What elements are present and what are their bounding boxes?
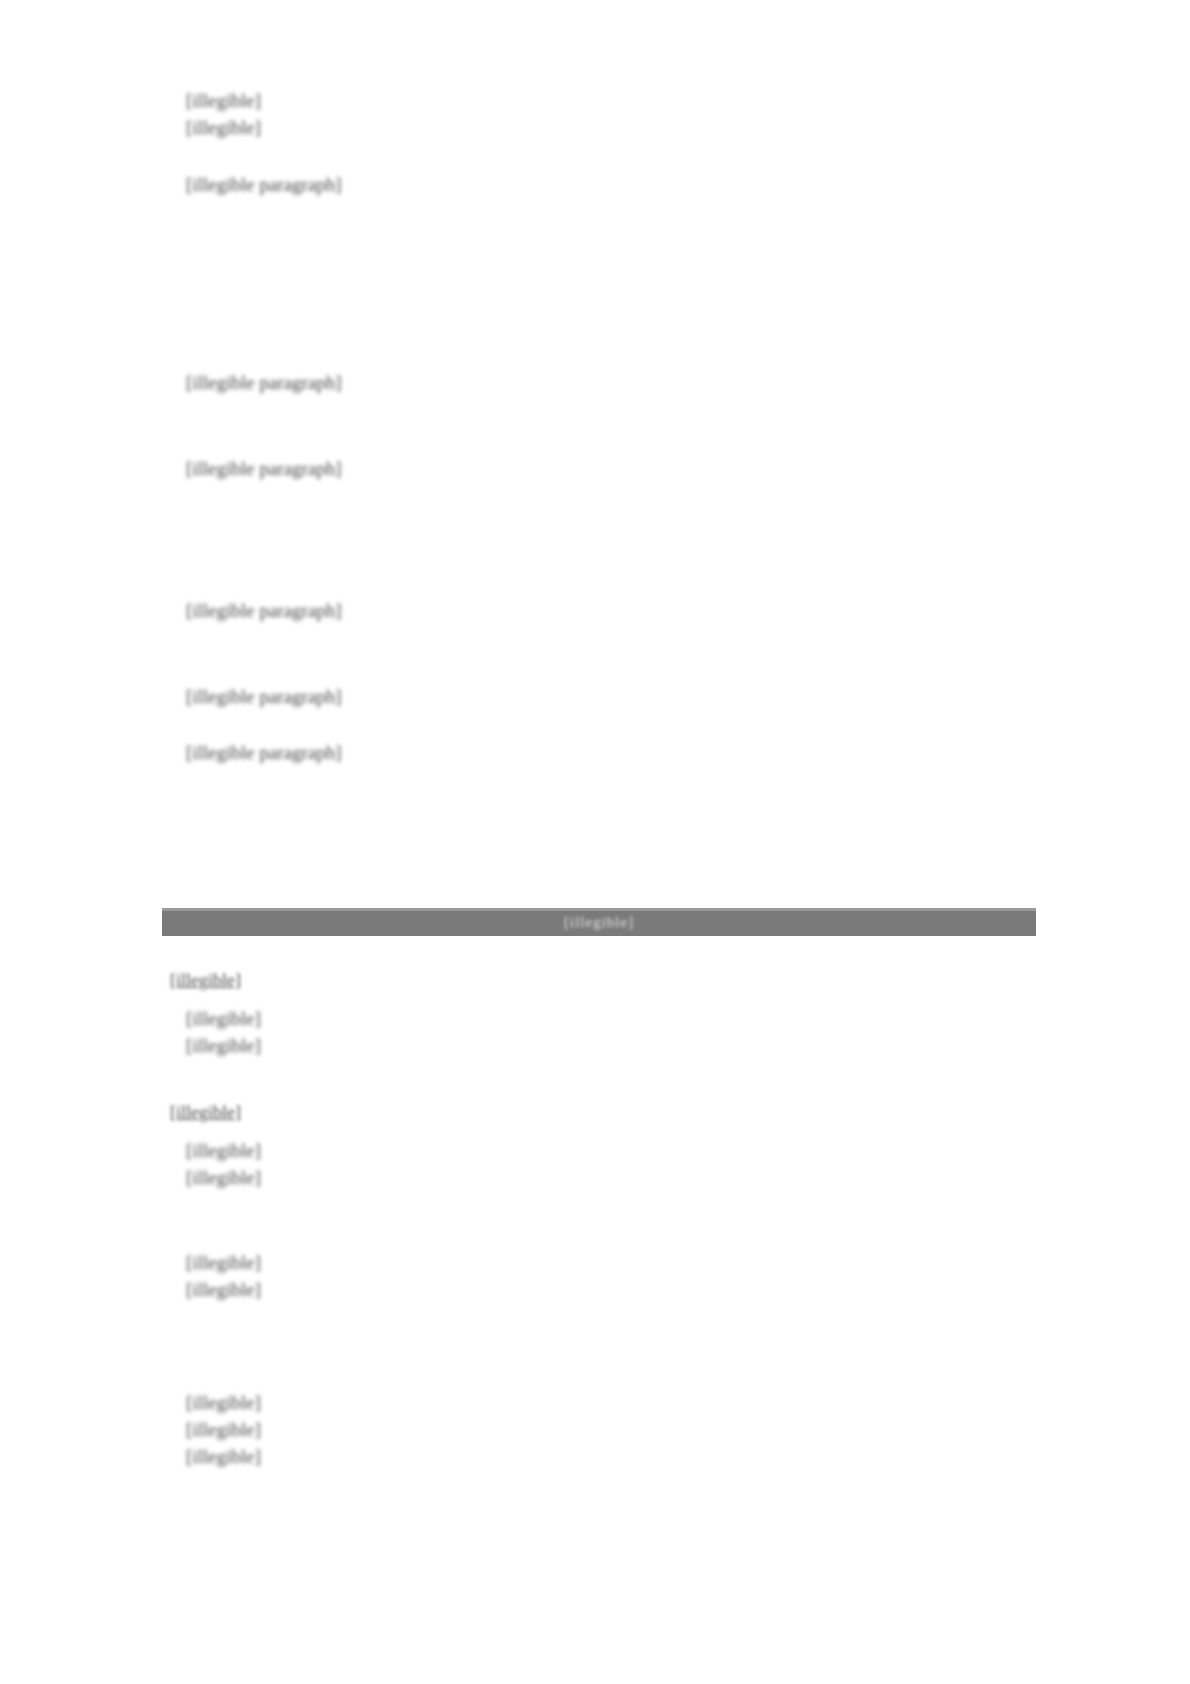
paragraph: [illegible paragraph]: [186, 743, 342, 764]
section-header-label: [illegible]: [563, 915, 635, 931]
required-reading: [186, 1250, 1018, 1304]
paragraph: [illegible paragraph]: [186, 601, 342, 622]
section-header-bar: [162, 908, 1036, 936]
paragraph: [illegible paragraph]: [186, 373, 342, 394]
source-item: [illegible]: [186, 1447, 261, 1468]
source-item: [illegible]: [186, 1420, 261, 1441]
session-title: [illegible]: [170, 1102, 241, 1122]
paragraph: [illegible paragraph]: [186, 459, 342, 480]
primary-sources: [186, 1390, 1018, 1471]
topic-label: [illegible]: [186, 1141, 261, 1162]
paragraph: [illegible paragraph]: [186, 175, 342, 196]
topic-label: [illegible]: [186, 1009, 261, 1030]
session-topic: [186, 1006, 1018, 1060]
topic-value: [illegible]: [186, 1168, 261, 1189]
reading-text: [illegible]: [186, 1280, 261, 1301]
reading-heading: [illegible]: [186, 1253, 261, 1274]
session-topic: [186, 1138, 1018, 1192]
evaluation-line: [illegible]: [186, 118, 261, 139]
session-title: [illegible]: [170, 970, 241, 990]
topic-value: [illegible]: [186, 1036, 261, 1057]
sources-heading: [illegible]: [186, 1393, 261, 1414]
evaluation-line: [illegible]: [186, 91, 261, 112]
evaluation-header-lines: [186, 88, 1018, 142]
paragraph: [illegible paragraph]: [186, 687, 342, 708]
